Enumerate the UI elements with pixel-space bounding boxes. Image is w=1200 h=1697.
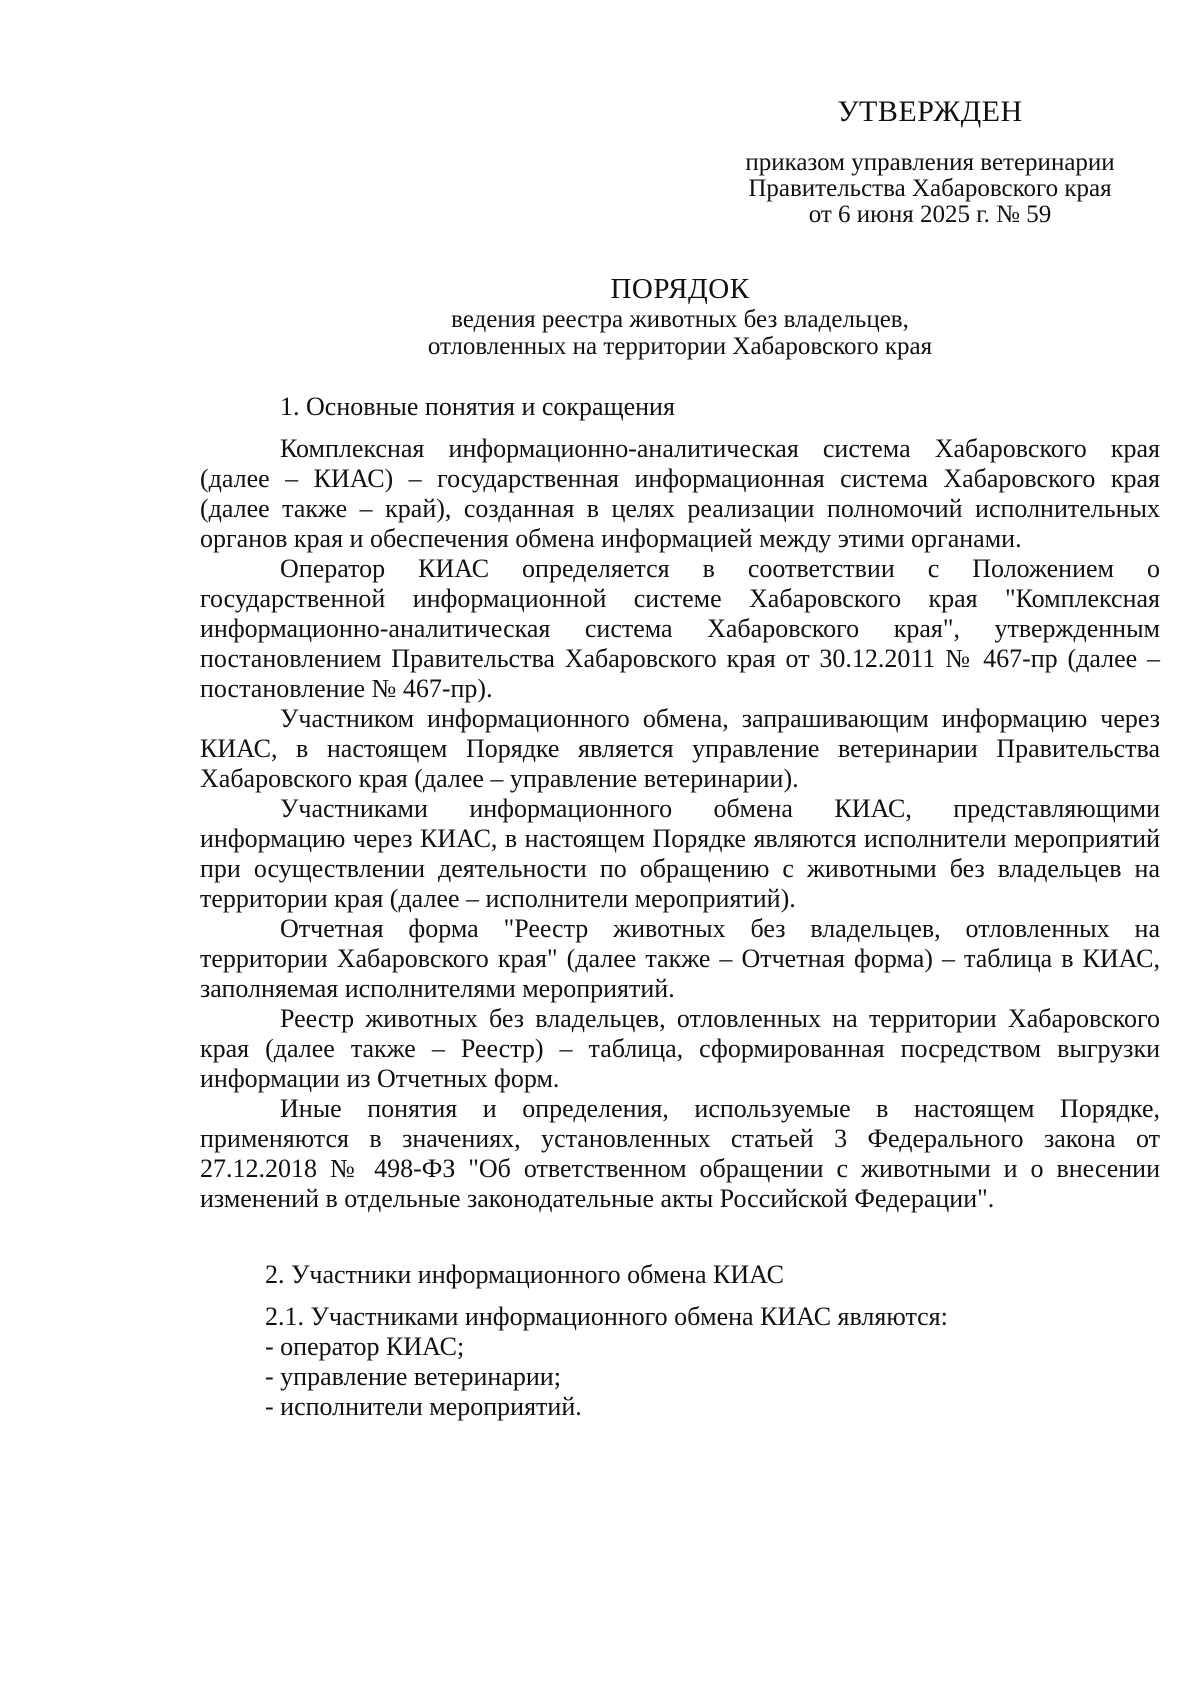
approval-title: УТВЕРЖДЕН: [837, 95, 1023, 128]
paragraph: Реестр животных без владельцев, отловленных на территории Хабаровского края (далее также – Реестр) – таблица, сформированная посредством выгрузки информации из Отчетных форм.: [200, 1004, 1160, 1093]
section-spacer: [200, 1214, 1160, 1260]
document-header: [200, 272, 1160, 360]
list-intro: 2.1. Участниками информационного обмена КИАС являются:: [265, 1302, 948, 1331]
paragraph: Комплексная информационно-аналитическая система Хабаровского края (далее – КИАС) – государственная информационная система Хабаровского края (далее также – край), созданная в целях реализации полномочий исполнительных органов края и обеспечения обмена информацией между этими органами.: [200, 434, 1160, 553]
document-subtitle-line-1: ведения реестра животных без владельцев,: [451, 306, 909, 333]
list-item: - исполнители мероприятий.: [265, 1392, 582, 1421]
paragraph: Участниками информационного обмена КИАС, представляющими информацию через КИАС, в настоящем Порядке являются исполнители мероприятий при осуществлении деятельности по обращению с животными без владельцев на территории края (далее – исполнители мероприятий).: [200, 794, 1160, 913]
section-1-heading: 1. Основные понятия и сокращения: [280, 392, 675, 421]
paragraph: Иные понятия и определения, используемые в настоящем Порядке, применяются в значениях, установленных статьей 3 Федерального закона от 27.12.2018 № 498-ФЗ "Об ответственном обращении с животными и о внесении изменений в отдельные законодательные акты Российской Федерации".: [200, 1094, 1160, 1213]
approval-line-1: приказом управления ветеринарии: [745, 149, 1115, 176]
section-2-heading: 2. Участники информационного обмена КИАС: [265, 1260, 784, 1289]
paragraph: Отчетная форма "Реестр животных без владельцев, отловленных на территории Хабаровского края" (далее также – Отчетная форма) – таблица в КИАС, заполняемая исполнителями мероприятий.: [200, 914, 1160, 1003]
paragraph: Оператор КИАС определяется в соответствии с Положением о государственной информационной системе Хабаровского края "Комплексная информационно-аналитическая система Хабаровского края", утвержденным постановлением Правительства Хабаровского края от 30.12.2011 № 467-пр (далее – постановление № 467-пр).: [200, 554, 1160, 703]
document-subtitle-line-2: отловленных на территории Хабаровского края: [427, 333, 933, 360]
list-item: - управление ветеринарии;: [265, 1362, 561, 1391]
paragraph: Участником информационного обмена, запрашивающим информацию через КИАС, в настоящем Порядке является управление ветеринарии Правительства Хабаровского края (далее – управление ветеринарии).: [200, 704, 1160, 793]
approval-line-2: Правительства Хабаровского края: [748, 175, 1112, 202]
document-title: ПОРЯДОК: [610, 273, 750, 305]
document-body: [200, 392, 1160, 1422]
list-item: - оператор КИАС;: [265, 1332, 465, 1361]
approval-stamp: [700, 94, 1160, 228]
approval-line-3: от 6 июня 2025 г. № 59: [808, 201, 1052, 228]
approval-gap: [700, 130, 1160, 150]
